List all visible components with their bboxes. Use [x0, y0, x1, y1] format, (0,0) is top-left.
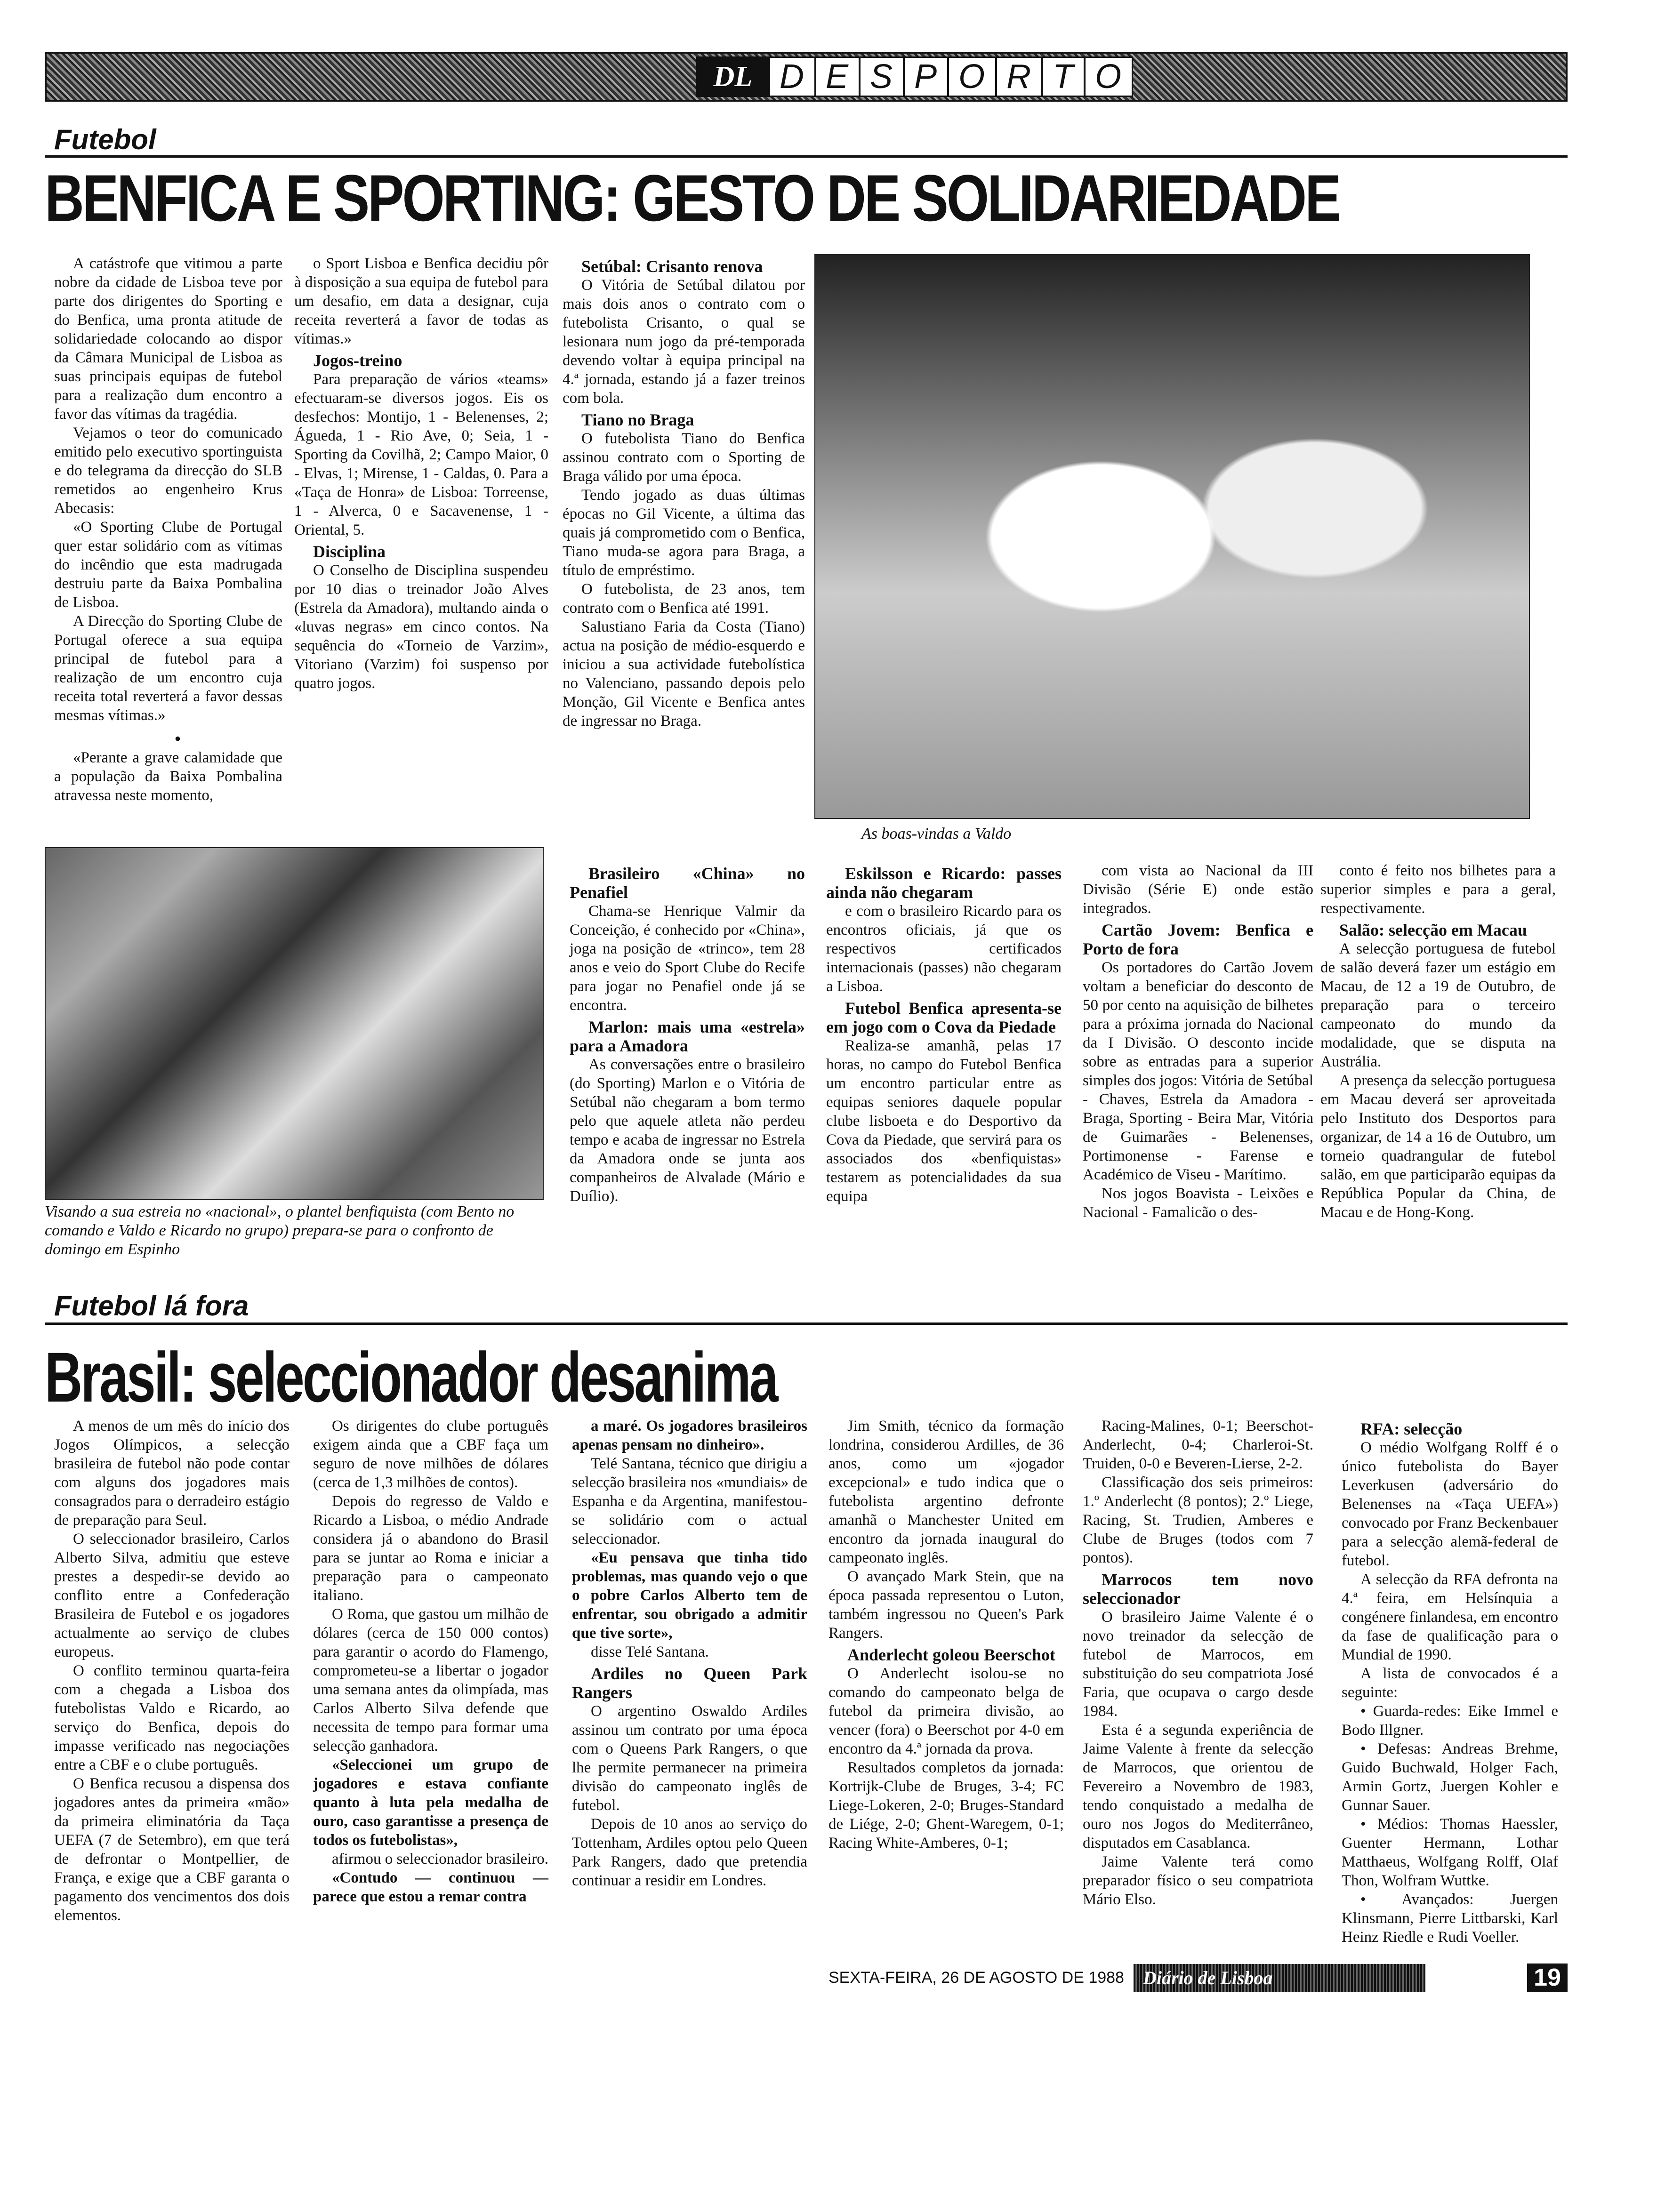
article1-col5: [1083, 861, 1313, 1222]
quote-bold: «Seleccionei um grupo de jogadores e estava confiante quanto à luta pela medalha de ouro, caso garantisse a presença de todos os futebolistas»,: [313, 1756, 548, 1849]
section-letter: D: [768, 57, 814, 96]
article2-headline: Brasil: seleccionador desanima: [45, 1338, 777, 1417]
section-letter: S: [859, 57, 903, 96]
paragraph: com vista ao Nacional da III Divisão (Série E) onde estão integrados.: [1083, 862, 1313, 917]
paragraph: A presença da selecção portuguesa em Macau deverá ser aproveitada pelo Instituto dos Desportos para organizar, de 14 a 16 de Outubro, um torneio quadrangular de futebol salão, em que participarão equipas da República Popular da China, de Macau e de Hong-Kong.: [1320, 1072, 1556, 1221]
subheading: RFA: selecção: [1360, 1419, 1463, 1438]
section-letter: O: [947, 57, 995, 96]
paragraph: «O Sporting Clube de Portugal quer estar solidário com as vítimas do incêndio que esta madrugada destruiu parte da Baixa Pombalina de Lisboa.: [54, 519, 282, 611]
article2-col3: [572, 1417, 807, 1890]
paragraph: Para preparação de vários «teams» efectuaram-se diversos jogos. Eis os desfechos: Montijo, 1 - Belenenses, 2; Águeda, 1 - Rio Ave, 0; Seia, 1 - Sporting da Covilhã, 2; Campo Maior, 0 - Elvas, 1; Mirense, 1 - Caldas, 0. Para a «Taça de Honra» de Lisboa: Torreense, 1 - Alverca, 0 e Sacavenense, 1 - Oriental, 5.: [294, 371, 548, 538]
subheading: Ardiles no Queen Park Rangers: [572, 1664, 807, 1702]
article1-col3: [563, 254, 805, 730]
subheading: Marrocos tem novo seleccionador: [1083, 1570, 1313, 1608]
separator-bullet: •: [174, 728, 181, 749]
kicker-rule-2: [45, 1322, 1568, 1325]
photo-benfica-training: [45, 847, 544, 1200]
paragraph: • Médios: Thomas Haessler, Guenter Hermann, Lothar Matthaeus, Wolfgang Rolff, Olaf Thon, Wolfram Wuttke.: [1342, 1816, 1558, 1889]
photo1-caption: As boas-vindas a Valdo: [861, 825, 1012, 842]
paragraph: Esta é a segunda experiência de Jaime Valente à frente da selecção de Marrocos, que orientou de Fevereiro a Novembro de 1983, tendo conquistado a medalha de ouro nos Jogos do Mediterrâneo, disputados em Casablanca.: [1083, 1722, 1313, 1851]
subheading: Salão: selecção em Macau: [1339, 921, 1527, 939]
article2-kicker: Futebol lá fora: [54, 1290, 249, 1322]
photo-valdo-welcome: [814, 254, 1530, 819]
paragraph: Racing-Malines, 0-1; Beerschot-Anderlecht, 0-4; Charleroi-St. Truiden, 0-0 e Beveren-Lierse, 2-2.: [1083, 1418, 1313, 1472]
article1-col6: [1320, 861, 1556, 1222]
article1-col1: [54, 254, 282, 805]
paragraph: Vejamos o teor do comunicado emitido pelo executivo sportinguista e do telegrama da direcção do SLB remetidos ao engenheiro Krus Abecasis:: [54, 425, 282, 517]
paragraph: O médio Wolfgang Rolff é o único futebolista do Bayer Leverkusen (adversário do Belenenses na «Taça UEFA») convocado por Franz Beckenbauer para a selecção alemã-federal de futebol.: [1342, 1439, 1558, 1569]
quote-bold: «Eu pensava que tinha tido problemas, mas quando vejo o que o pobre Carlos Alberto tem de enfrentar, sou obrigado a admitir que tive sorte»,: [572, 1549, 807, 1642]
paragraph: O avançado Mark Stein, que na época passada representou o Luton, também ingressou no Queen's Park Rangers.: [828, 1568, 1064, 1642]
section-letter: O: [1084, 57, 1132, 96]
paragraph: O futebolista Tiano do Benfica assinou contrato com o Sporting de Braga válido por uma época.: [563, 430, 805, 485]
paragraph: O Benfica recusou a dispensa dos jogadores antes da primeira «mão» da primeira eliminatória da Taça UEFA (7 de Setembro), em que terá de defrontar o Montpellier, de França, e exige que a CBF garanta o pagamento dos vencimentos dos dois elementos.: [54, 1775, 290, 1924]
quote-bold: «Contudo — continuou — parece que estou a remar contra: [313, 1869, 548, 1905]
article2-col1: [54, 1417, 290, 1925]
paragraph: «Perante a grave calamidade que a população da Baixa Pombalina atravessa neste momento,: [54, 749, 282, 804]
section-masthead: [45, 52, 1568, 102]
paragraph: A catástrofe que vitimou a parte nobre da cidade de Lisboa teve por parte dos dirigentes do Sporting e do Benfica, uma pronta atitude de solidariedade colocando ao dispor da Câmara Municipal de Lisboa as suas principais equipas de futebol para a realização dum encontro a favor das vítimas da tragédia.: [54, 255, 282, 423]
paragraph: As conversações entre o brasileiro (do Sporting) Marlon e o Vitória de Setúbal não chegaram a bom termo pelo que aquele atleta não perdeu tempo e acaba de ingressar no Estrela da Amadora onde se junta aos companheiros de Alvalade (Mário e Duílio).: [570, 1056, 805, 1205]
subheading: Brasileiro «China» no Penafiel: [570, 864, 805, 902]
paragraph: A selecção portuguesa de futebol de salão deverá fazer um estágio em Macau, de 12 a 19 de Outubro, de preparação para o terceiro campeonato do mundo da modalidade, que se disputa na Austrália.: [1320, 940, 1556, 1070]
paragraph: Salustiano Faria da Costa (Tiano) actua na posição de médio-esquerdo e iniciou a sua actividade futebolística no Valenciano, passando depois pelo Monção, Gil Vicente e Benfica antes de ingressar no Braga.: [563, 618, 805, 729]
photo2-caption: Visando a sua estreia no «nacional», o plantel benfiquista (com Bento no comando e Valdo e Ricardo no grupo) prepara-se para o confronto de domingo em Espinho: [45, 1203, 515, 1258]
paragraph: O futebolista, de 23 anos, tem contrato com o Benfica até 1991.: [563, 581, 805, 617]
quote-bold: a maré. Os jogadores brasileiros apenas pensam no dinheiro».: [572, 1418, 807, 1453]
paragraph: O conflito terminou quarta-feira com a chegada a Lisboa dos futebolistas Valdo e Ricardo, ao serviço do Benfica, depois do impasse verificado nas negociações entre a CBF e o clube português.: [54, 1662, 290, 1773]
paragraph: Os dirigentes do clube português exigem ainda que a CBF faça um seguro de nove milhões de dólares (cerca de 1,3 milhões de contos).: [313, 1418, 548, 1491]
subheading: Setúbal: Crisanto renova: [581, 257, 763, 276]
article2-col4: [828, 1417, 1064, 1852]
subheading: Disciplina: [313, 542, 386, 561]
kicker-rule: [45, 155, 1568, 158]
article2-col5: [1083, 1417, 1313, 1909]
paragraph: • Guarda-redes: Eike Immel e Bodo Illgner.: [1342, 1703, 1558, 1739]
paragraph: conto é feito nos bilhetes para a superior simples e para a geral, respectivamente.: [1320, 862, 1556, 917]
paragraph: Jaime Valente terá como preparador físico o seu compatriota Mário Elso.: [1083, 1853, 1313, 1908]
section-letter: R: [995, 57, 1041, 96]
paragraph: O argentino Oswaldo Ardiles assinou um contrato por uma época com o Queens Park Rangers, o que lhe permite permanecer na primeira divisão do campeonato inglês de futebol.: [572, 1703, 807, 1814]
paragraph: O Conselho de Disciplina suspendeu por 10 dias o treinador João Alves (Estrela da Amadora), multando ainda o «luvas negras» em cinco contos. Na sequência do «Torneio de Varzim», Vitoriano (Varzim) foi suspenso por quatro jogos.: [294, 562, 548, 692]
paragraph: O brasileiro Jaime Valente é o novo treinador da selecção de futebol de Marrocos, em substituição do seu compatriota José Faria, que ocupava o cargo desde 1984.: [1083, 1609, 1313, 1720]
article2-col6: [1342, 1417, 1558, 1947]
article1-col4: [826, 861, 1062, 1206]
paragraph: Classificação dos seis primeiros: 1.º Anderlecht (8 pontos); 2.º Liege, Racing, St. Trudien, Amberes e Clube de Bruges (todos com 7 pontos).: [1083, 1474, 1313, 1566]
paragraph: disse Telé Santana.: [591, 1643, 709, 1660]
page-number: 19: [1527, 1964, 1568, 1992]
paragraph: Jim Smith, técnico da formação londrina, considerou Ardilles, de 36 anos, como um «jogador excepcional» e tudo indica que o futebolista argentino defronte amanhã o Manchester United em encontro da jornada inaugural do campeonato inglês.: [828, 1418, 1064, 1566]
paragraph: Telé Santana, técnico que dirigiu a selecção brasileira nos «mundiais» de Espanha e da Argentina, manifestou-se solidário com o actual seleccionador.: [572, 1455, 807, 1547]
section-title: [768, 57, 1132, 96]
paragraph: A menos de um mês do início dos Jogos Olímpicos, a selecção brasileira de futebol não pode contar com alguns dos jogadores mais consagrados para o derradeiro estágio de preparação para Seul.: [54, 1418, 290, 1529]
paragraph: Depois de 10 anos ao serviço do Tottenham, Ardiles optou pelo Queen Park Rangers, dado que pretendia continuar a residir em Londres.: [572, 1816, 807, 1889]
subheading: Eskilsson e Ricardo: passes ainda não chegaram: [826, 864, 1062, 902]
article1-col2: [294, 254, 548, 693]
subheading: Cartão Jovem: Benfica e Porto de fora: [1083, 921, 1313, 958]
paragraph: o Sport Lisboa e Benfica decidiu pôr à disposição a sua equipa de futebol para um desafio, em data a designar, cuja receita reverterá a favor de todas as vítimas.»: [294, 255, 548, 347]
paragraph: afirmou o seleccionador brasileiro.: [332, 1851, 548, 1867]
page-folio: [828, 1964, 1568, 1992]
paragraph: Os portadores do Cartão Jovem voltam a beneficiar do desconto de 50 por cento na aquisição de bilhetes para a próxima jornada do Nacional da I Divisão. O desconto incide sobre as entradas para a superior simples dos jogos: Vitória de Setúbal - Chaves, Estrela da Amadora - Braga, Sporting - Beira Mar, Vitória de Guimarães - Belenenses, Portimonense - Farense e Académico de Viseu - Marítimo.: [1083, 959, 1313, 1183]
paragraph: O Vitória de Setúbal dilatou por mais dois anos o contrato com o futebolista Crisanto, o qual se lesionara num jogo da pré-temporada devendo voltar à equipa principal na 4.ª jornada, estando já a fazer treinos com bola.: [563, 277, 805, 407]
masthead-center: [696, 56, 1133, 97]
paragraph: A selecção da RFA defronta na 4.ª feira, em Helsínquia a congénere finlandesa, em encontro da fase de qualificação para o Mundial de 1990.: [1342, 1571, 1558, 1663]
section-letter: E: [814, 57, 859, 96]
subheading: Marlon: mais uma «estrela» para a Amadora: [570, 1018, 805, 1055]
paragraph: A lista de convocados é a seguinte:: [1342, 1665, 1558, 1701]
paragraph: A Direcção do Sporting Clube de Portugal oferece a sua equipa principal de futebol para a realização de um encontro cuja receita total reverterá a favor dessas mesmas vítimas.»: [54, 613, 282, 724]
paragraph: e com o brasileiro Ricardo para os encontros oficiais, já que os respectivos certificados internacionais (passes) não chegaram a Lisboa.: [826, 903, 1062, 995]
folio-date: SEXTA-FEIRA, 26 DE AGOSTO DE 1988: [828, 1968, 1124, 1987]
article2-col2: [313, 1417, 548, 1906]
article1-kicker: Futebol: [54, 124, 156, 155]
folio-paper-name: Diário de Lisboa: [1134, 1964, 1425, 1992]
section-letter: P: [903, 57, 947, 96]
paragraph: O Anderlecht isolou-se no comando do campeonato belga de futebol da primeira divisão, ao vencer (fora) o Beerschot por 4-0 em encontro da 4.ª jornada da prova.: [828, 1665, 1064, 1757]
paragraph: O Roma, que gastou um milhão de dólares (cerca de 150 000 contos) para garantir o acordo do Flamengo, comprometeu-se a libertar o jogador uma semana antes da olimpíada, mas Carlos Alberto Silva defende que necessita de tempo para formar uma selecção ganhadora.: [313, 1606, 548, 1755]
subheading: Tiano no Braga: [581, 410, 694, 429]
paragraph: Realiza-se amanhã, pelas 17 horas, no campo do Futebol Benfica um encontro particular entre as equipas seniores daquele popular clube lisboeta e do Desportivo da Cova da Piedade, que servirá para os associados dos «benfiquistas» testarem as potencialidades da sua equipa: [826, 1037, 1062, 1205]
article1-col3b: [570, 861, 805, 1206]
article1-headline: BENFICA E SPORTING: GESTO DE SOLIDARIEDADE: [45, 161, 1340, 235]
paragraph: Nos jogos Boavista - Leixões e Nacional - Famalicão o des-: [1083, 1185, 1313, 1221]
paragraph: O seleccionador brasileiro, Carlos Alberto Silva, admitiu que esteve prestes a despedir-se devido ao conflito entre a Confederação Brasileira de Futebol e os jogadores actualmente ao serviço de clubes europeus.: [54, 1531, 290, 1660]
paragraph: • Defesas: Andreas Brehme, Guido Buchwald, Holger Fach, Armin Gortz, Juergen Kohler e Gunnar Sauer.: [1342, 1740, 1558, 1814]
paragraph: • Avançados: Juergen Klinsmann, Pierre Littbarski, Karl Heinz Riedle e Rudi Voeller.: [1342, 1891, 1558, 1946]
paragraph: Depois do regresso de Valdo e Ricardo a Lisboa, o médio Andrade considera já o abandono do Brasil para se juntar ao Roma e iniciar a preparação para o campeonato italiano.: [313, 1493, 548, 1604]
subheading: Jogos-treino: [313, 351, 402, 370]
subheading: Anderlecht goleou Beerschot: [847, 1645, 1055, 1664]
paragraph: Resultados completos da jornada: Kortrijk-Clube de Bruges, 3-4; FC Liege-Lokeren, 2-0; Bruges-Standard de Liége, 2-0; Ghent-Waregem, 0-1; Racing White-Amberes, 0-1;: [828, 1759, 1064, 1851]
paragraph: Chama-se Henrique Valmir da Conceição, é conhecido por «China», joga na posição de «trinco», tem 28 anos e veio do Sport Clube do Recife para jogar no Penafiel onde já se encontra.: [570, 903, 805, 1014]
paragraph: Tendo jogado as duas últimas épocas no Gil Vicente, a última das quais já comprometido com o Benfica, Tiano muda-se agora para Braga, a título de empréstimo.: [563, 487, 805, 579]
dl-logo: DL: [698, 56, 768, 97]
subheading: Futebol Benfica apresenta-se em jogo com o Cova da Piedade: [826, 999, 1062, 1036]
section-letter: T: [1041, 57, 1084, 96]
